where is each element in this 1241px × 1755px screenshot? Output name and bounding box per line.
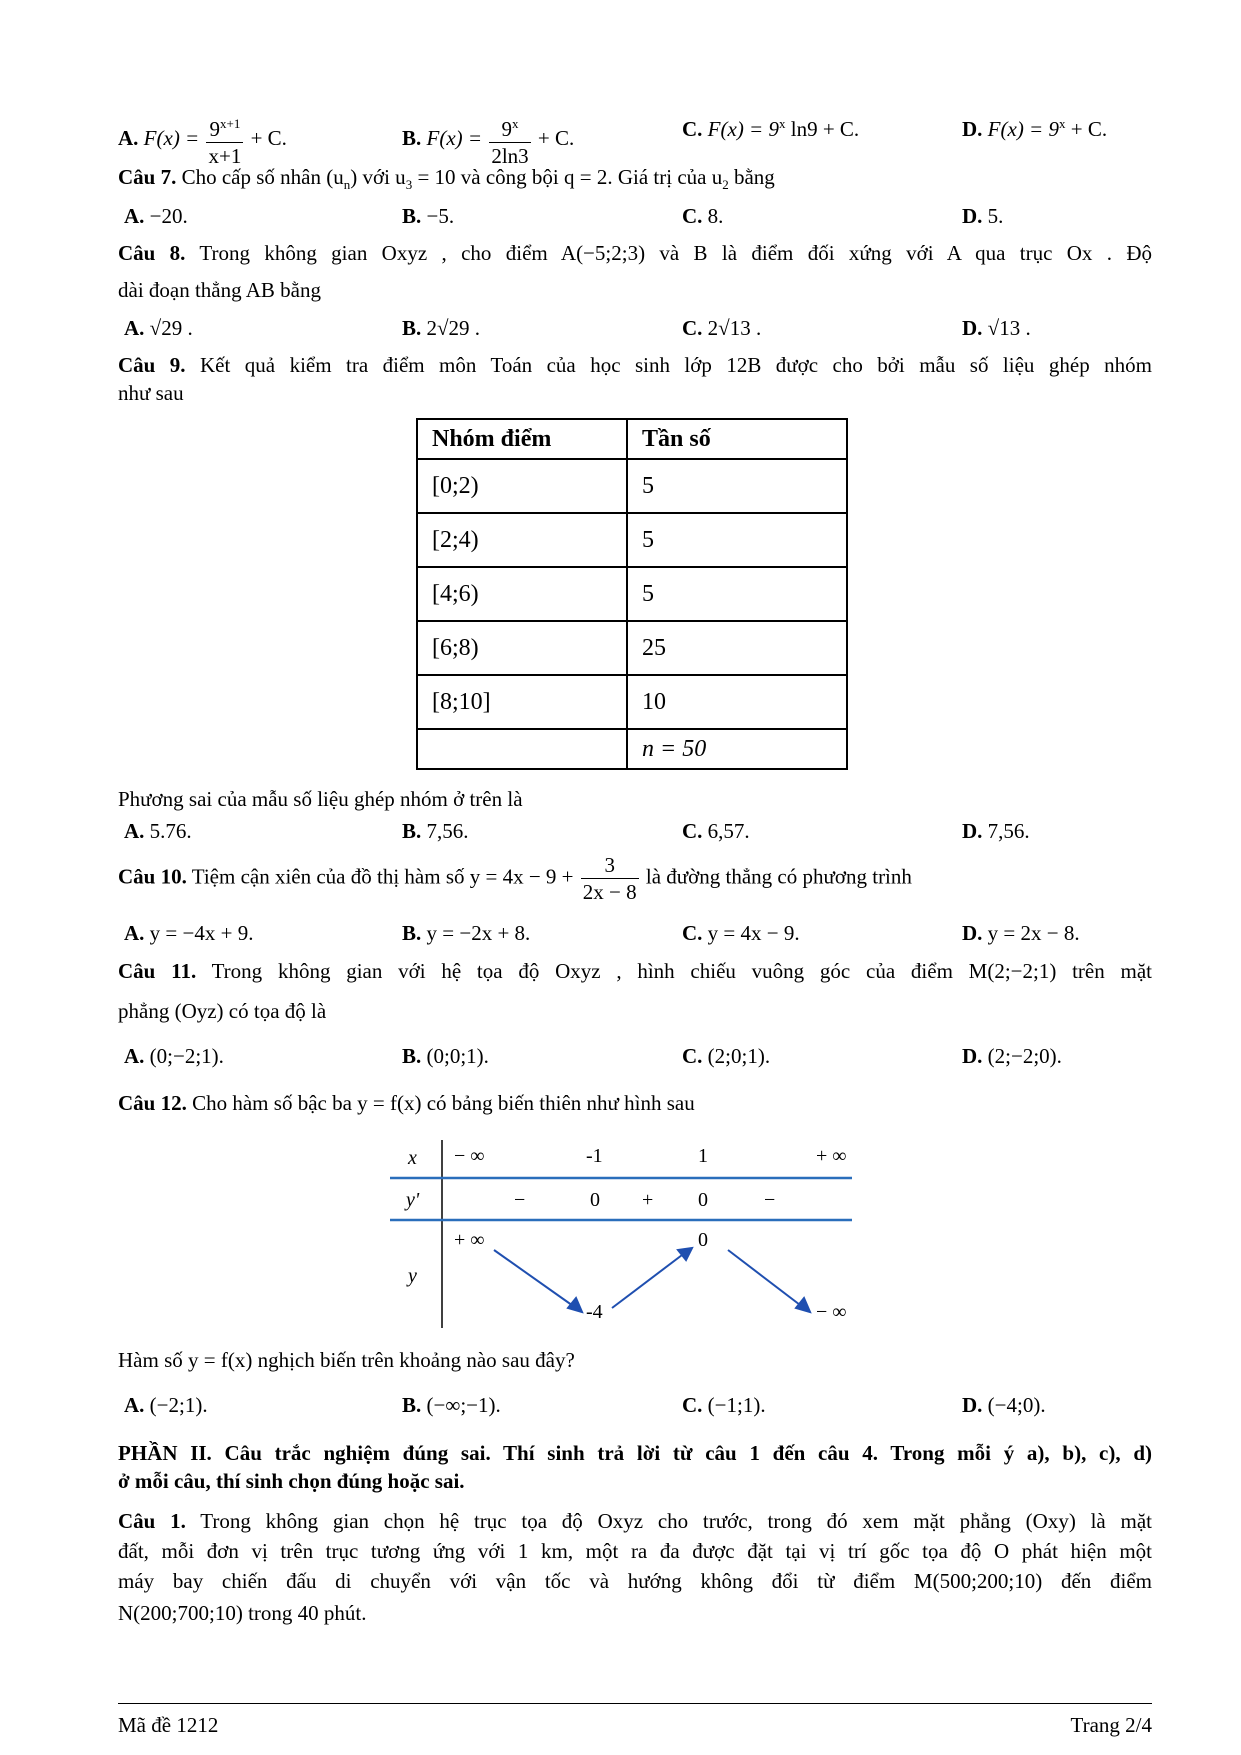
vt-x-label: x [408, 1147, 417, 1169]
q11-option-a: A. (0;−2;1). [124, 1044, 224, 1068]
footer-exam-code: Mã đề 1212 [118, 1713, 219, 1737]
vt-y-start: + ∞ [454, 1229, 485, 1251]
table-row [417, 567, 847, 621]
table-cell: n = 50 [627, 729, 847, 769]
q10-stem: Câu 10. Tiệm cận xiên của đồ thị hàm số y = 4x − 9 + $\frac{3}{2x - 8}$ là đường thẳng có phương trình [118, 853, 912, 904]
vt-arrow-up [612, 1252, 686, 1308]
vt-x-neg-inf: − ∞ [454, 1145, 485, 1167]
q12-question: Hàm số y = f(x) nghịch biến trên khoảng nào sau đây? [118, 1348, 575, 1372]
q9-stem-line2: như sau [118, 381, 184, 405]
vt-sign-1: − [514, 1189, 526, 1211]
variation-table [390, 1140, 860, 1330]
vt-y-label: y [408, 1265, 417, 1287]
table-header-cell: Nhóm điểm [417, 419, 627, 459]
p2q1-line2: đất, mỗi đơn vị trên trục tương ứng với 1 km, một ra đa được đặt tại vị trí gốc tọa độ O phát hiện một [118, 1539, 1152, 1563]
q9-option-a: A. 5.76. [124, 819, 192, 843]
q12-option-a: A. (−2;1). [124, 1393, 208, 1417]
table-cell: [2;4) [417, 513, 627, 567]
q10-option-b: B. y = −2x + 8. [402, 921, 531, 945]
table-header-cell: Tần số [627, 419, 847, 459]
table-row [417, 621, 847, 675]
table-cell: [0;2) [417, 459, 627, 513]
q9-option-b: B. 7,56. [402, 819, 469, 843]
p2q1-line3: máy bay chiến đấu di chuyển với vận tốc và hướng không đổi từ điểm M(500;200;10) đến điểm [118, 1569, 1152, 1593]
q11-option-c: C. (2;0;1). [682, 1044, 771, 1068]
q6-option-b: B. F(x) = $\frac{9^x}{2\ln 3}$ + C. [402, 111, 574, 169]
q10-option-c: C. y = 4x − 9. [682, 921, 800, 945]
q11-stem-line1: Câu 11. Trong không gian với hệ tọa độ Oxyz , hình chiếu vuông góc của điểm M(2;−2;1) trên mặt [118, 959, 1153, 983]
q9-question: Phương sai của mẫu số liệu ghép nhóm ở trên là [118, 787, 523, 811]
q6-option-d: D. $F(x) = 9^x + C$. [962, 116, 1108, 141]
table-header-row [417, 419, 847, 459]
q9-option-d: D. 7,56. [962, 819, 1030, 843]
q9-option-c: C. 6,57. [682, 819, 750, 843]
footer-divider [118, 1703, 1152, 1704]
frequency-table [416, 418, 848, 770]
table-cell: 5 [627, 567, 847, 621]
table-cell: 5 [627, 513, 847, 567]
table-cell: 10 [627, 675, 847, 729]
footer-page-number: Trang 2/4 [1070, 1713, 1152, 1737]
vt-y-max: 0 [698, 1229, 708, 1251]
q8-option-d: D. √13 . [962, 316, 1031, 340]
p2q1-line1: Câu 1. Trong không gian chọn hệ trục tọa độ Oxyz cho trước, trong đó xem mặt phẳng (Oxy) là mặt [118, 1509, 1152, 1533]
table-cell: 5 [627, 459, 847, 513]
q12-option-c: C. (−1;1). [682, 1393, 766, 1417]
vt-y-end: − ∞ [816, 1301, 847, 1323]
q8-stem-line1: Câu 8. Trong không gian Oxyz , cho điểm A(−5;2;3) và B là điểm đối xứng với A qua trục Ox . Độ [118, 241, 1152, 265]
table-row [417, 675, 847, 729]
table-cell: [8;10] [417, 675, 627, 729]
q11-stem-line2: phẳng (Oyz) có tọa độ là [118, 999, 327, 1023]
q7-option-b: B. −5. [402, 204, 455, 228]
q6-option-a: A. F(x) = $\frac{9^{x+1}}{x+1}$ + C. [118, 111, 287, 169]
vt-x-pos-inf: + ∞ [816, 1145, 847, 1167]
q10-option-a: A. y = −4x + 9. [124, 921, 254, 945]
q6-option-c: C. $F(x) = 9^x$ ln9 + C. [682, 116, 860, 141]
q8-option-a: A. √29 . [124, 316, 193, 340]
vt-zero-1: 0 [590, 1189, 600, 1211]
part2-heading-line2: ở mỗi câu, thí sinh chọn đúng hoặc sai. [118, 1469, 465, 1493]
p2q1-line4: N(200;700;10) trong 40 phút. [118, 1601, 367, 1625]
vt-x-minus-one: -1 [586, 1145, 603, 1167]
q8-option-b: B. 2√29 . [402, 316, 481, 340]
q12-option-b: B. (−∞;−1). [402, 1393, 501, 1417]
q12-stem: Câu 12. Cho hàm số bậc ba y = f(x) có bảng biến thiên như hình sau [118, 1091, 695, 1115]
vt-sign-2: + [642, 1189, 654, 1211]
table-row [417, 513, 847, 567]
q9-stem-line1: Câu 9. Kết quả kiểm tra điểm môn Toán của học sinh lớp 12B được cho bởi mẫu số liệu ghép nhóm [118, 353, 1152, 377]
table-cell [417, 729, 627, 769]
part2-heading-line1: PHẦN II. Câu trắc nghiệm đúng sai. Thí sinh trả lời từ câu 1 đến câu 4. Trong mỗi ý a), b), c), d) [118, 1441, 1152, 1465]
q12-option-d: D. (−4;0). [962, 1393, 1046, 1417]
table-cell: [6;8) [417, 621, 627, 675]
q8-option-c: C. 2√13 . [682, 316, 762, 340]
q7-option-d: D. 5. [962, 204, 1004, 228]
vt-arrow-down-1 [494, 1250, 576, 1308]
q11-option-b: B. (0;0;1). [402, 1044, 489, 1068]
vt-sign-3: − [764, 1189, 776, 1211]
q7-stem: Câu 7. Cho cấp số nhân $(u_n)$ với $u_3 = 10$ và công bội q = 2. Giá trị của $u_2$ bằng [118, 165, 775, 193]
q8-stem-line2: dài đoạn thẳng AB bằng [118, 278, 321, 302]
vt-arrow-down-2 [728, 1250, 804, 1308]
vt-zero-2: 0 [698, 1189, 708, 1211]
table-row [417, 729, 847, 769]
q10-option-d: D. y = 2x − 8. [962, 921, 1080, 945]
q11-option-d: D. (2;−2;0). [962, 1044, 1062, 1068]
table-row [417, 459, 847, 513]
q7-option-c: C. 8. [682, 204, 724, 228]
vt-x-one: 1 [698, 1145, 708, 1167]
vt-yprime-label: y' [406, 1189, 420, 1211]
table-cell: 25 [627, 621, 847, 675]
table-cell: [4;6) [417, 567, 627, 621]
q7-option-a: A. −20. [124, 204, 188, 228]
vt-y-min: -4 [586, 1301, 603, 1323]
